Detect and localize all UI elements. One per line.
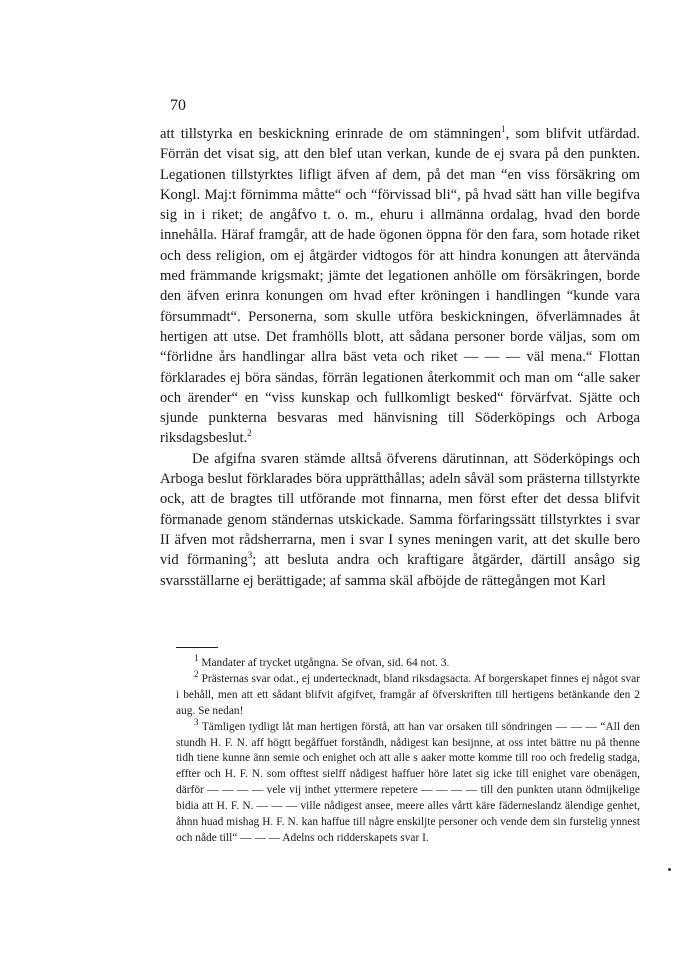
page-number: 70 <box>170 97 186 114</box>
footnote-marker: 3 <box>247 550 253 561</box>
text-run: , som blifvit utfärdad. Förrän det visat sig, att den blef utan verkan, kunde de ej svara på den punkten. Legationen tillstyrktes lifligt äfven af dem, på det man “en viss försäkring om Kongl. Maj:t förnimma måtte“ och “förvissad bli“, på hvad sätt han ville begifva sig in i riket; de angåfvo t. o. m., ehuru i allmänna ordalag, hvad den borde innehålla. Häraf framgår, att de hade ögonen öppna för den fara, som hotade riket och dess religion, om ej åtgärder vidtogos för att hindra konungen att återvända med främmande krigsmakt; jämte det legationen anhölle om försäkringen, borde den äfven erinra konungen om hvad efter kröningen i handlingen “kunde vara försummadt“. Personerna, som skulle utföra beskickningen, öfverlämnades åt hertigen att utse. Det framhölls blott, att sådana personer borde väljas, som om “förlidne års handlingar allra bäst veta och riket — — — väl mena.“ Flottan förklarades ej böra sändas, förrän legationen återkommit och man om “alle saker och ärender“ en “viss kunskap och fullkomligt besked“ förvärfvat. Sjätte och sjunde punkterna besvaras med hänvisning till Söderköpings och Arboga riksdagsbeslut. <box>160 126 640 447</box>
text-run: De afgifna svaren stämde alltså öfverens därutinnan, att Söderköpings och Arboga beslut förklarades böra upprätthållas; adeln såväl som prästerna tillstyrkte ock, att de bragtes till utförande mot finnarna, men först efter det dessa blifvit förmanade genom ständernas utskickade. Samma förfaringssätt tillstyrktes i svar II äfven mot rådsherrarna, men i svar I synes meningen varit, att det skulle bero vid förmaning <box>160 450 640 569</box>
footnotes <box>176 653 640 847</box>
footnote-marker: 2 <box>194 669 199 680</box>
text-run: att tillstyrka en beskickning erinrade de om stämningen <box>160 126 502 142</box>
footnote-marker: 3 <box>194 716 199 727</box>
footnote-marker: 2 <box>247 428 252 439</box>
text-run: ; att besluta andra och kraftigare åtgärder, därtill ansågo sig svarsställarne ej berättigade; af samma skäl afböjde de rättegången mot Karl <box>160 552 640 589</box>
main-text <box>160 124 640 591</box>
footnote-marker: 1 <box>501 124 506 135</box>
paragraph <box>160 124 640 449</box>
margin-mark <box>668 868 671 871</box>
footnote-marker: 1 <box>194 653 199 664</box>
text-run: Tämligen tydligt låt man hertigen förstå, att han var orsaken till söndringen — — — “All den stundh H. F. N. aff högtt begåffuet forståndh, nådigest kan besijnne, at oss intet bättre nu på thenne tidh tiene kunne änn semie och enighet och att alle s aaker motte komme till roo och fredelig stadga, effter och H. F. N. som offtest sielff nådigest haffuer höre latet sig icke till enighet vare obenägen, därför — — — — vele vij inthet yttermere repetere — — — — till den punkten utann ödmijkelige bidia att H. F. N. — — — ville nådigest ansee, meere alles vårtt käre fäderneslandz älendige genhet, åhnn huad mishag H. F. N. kan haffue till någre enskiljte personer och vende dem sin furstelig ynnest och nåde till“ — — — Adelns och ridderskapets svar I. <box>176 720 640 844</box>
footnote <box>176 669 640 720</box>
footnote-separator <box>176 647 218 648</box>
footnote <box>176 716 640 847</box>
text-run: Mandater af trycket utgångna. Se ofvan, sid. 64 not. 3. <box>198 657 450 669</box>
paragraph <box>160 449 640 591</box>
text-run: Prästernas svar odat., ej undertecknadt, bland riksdagsacta. Af borgerskapet finnes ej något svar i behåll, men att ett sådant blifvit afgifvet, framgår af öfverskriften till hertigens betänkande den 2 aug. Se nedan! <box>176 672 640 717</box>
footnote <box>176 653 640 672</box>
